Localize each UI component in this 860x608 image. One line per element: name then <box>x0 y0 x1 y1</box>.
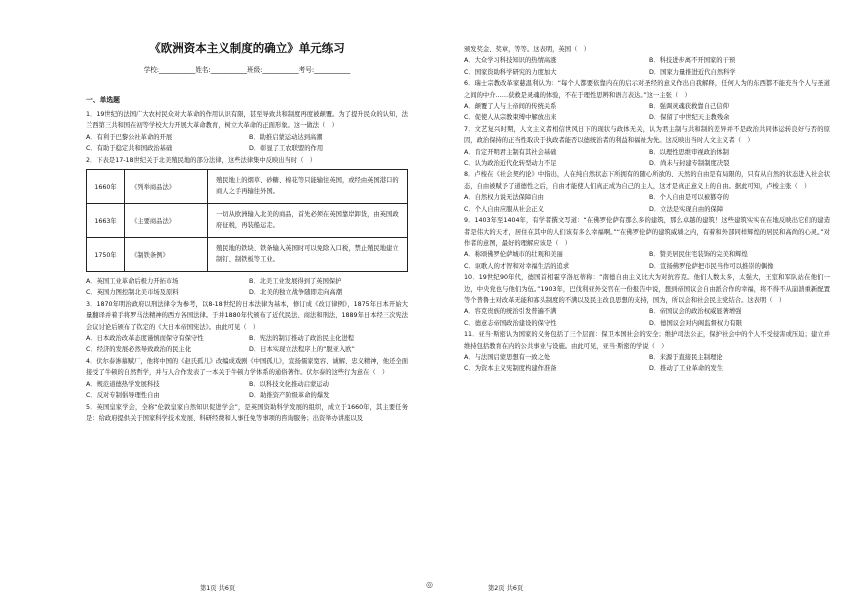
binding-mark-icon: ◎ <box>426 580 433 589</box>
option-c[interactable]: C．国家资助科学研究的力度加大 <box>464 68 557 76</box>
option-d[interactable]: D．立法是实现自由的保障 <box>649 205 724 213</box>
question-options <box>86 276 408 299</box>
question-options <box>464 192 830 215</box>
table-cell-year: 1660年 <box>87 170 125 204</box>
table-cell-content: 殖民地上的烟草、砂糖、棉花等只能输往英国，或经由英国港口的商人之手再输往外国。 <box>208 170 408 204</box>
question-2 <box>86 155 408 299</box>
option-b[interactable]: B．宪法的制订推动了政治民主化进程 <box>249 335 355 343</box>
option-c[interactable]: C．英国力图控制北美市场及原料 <box>86 289 179 297</box>
option-d[interactable]: D．彰显了工农联盟的作用 <box>249 145 324 153</box>
question-11 <box>464 329 830 375</box>
question-5-continued <box>464 44 830 78</box>
option-b[interactable]: B．来源于直接民主制理论 <box>649 353 723 361</box>
question-options <box>86 333 408 356</box>
question-options <box>86 132 408 155</box>
option-d[interactable]: D．德国议会对内阁监督权力有限 <box>649 319 743 327</box>
option-c[interactable]: C．讴歌人的才智和对幸福生活的追求 <box>464 262 570 270</box>
option-a[interactable]: A．日本政治改革态度谨慎而保守有保守性 <box>86 335 204 343</box>
option-c[interactable]: C．有助于稳定共和国政治基础 <box>86 145 173 153</box>
question-stem: 8．卢梭在《社会契约论》中指出，人在纯自然状态下所拥有的随心所欲的、天然的自由是有局限的，只有从自然的状态进入社会状态，自由被赋予了道德性之后，自由才能使人们真正成为自己的主人，这才是真正意义上的自由。据此可知，卢梭主张（ ） <box>464 171 830 190</box>
option-a[interactable]: A．称颂佛罗伦萨城市的壮观和美丽 <box>464 251 563 259</box>
question-stem: 6．瑞士宗教改革家慈温利认为：“每个人都要依靠内在的启示对圣经的意义作出自我解释，任何人为的东西都不能充当个人与圣道之间的中介……获救是灵魂的体验，不在于理性思辨和语言表达。”这一主张（ ） <box>464 80 830 99</box>
question-3 <box>86 299 408 356</box>
question-options <box>464 101 830 124</box>
question-options <box>464 249 830 272</box>
option-d[interactable]: D．北美的独立战争随即走向高潮 <box>249 289 343 297</box>
question-5 <box>86 402 408 425</box>
table-row <box>87 170 408 204</box>
question-1 <box>86 109 408 155</box>
option-a[interactable]: A．有利于巴黎公社革命的开展 <box>86 133 173 141</box>
table-cell-law: 《主要商品法》 <box>125 204 208 238</box>
table-cell-content: 一切从欧洲输入北美的商品，首先必须在英国靠岸卸货，由英国政府征税，再装船运走。 <box>208 204 408 238</box>
table-row <box>87 238 408 272</box>
table-row <box>87 204 408 238</box>
question-options <box>464 306 830 329</box>
option-b[interactable]: B．个人自由是可以被篡夺的 <box>649 194 729 202</box>
option-c[interactable]: C．为资本主义宪制度构建作准备 <box>464 365 557 373</box>
question-stem: 4．伏尔泰渗慕赋厂，他将中国的《赵氏孤儿》改编成戏剧《中国孤儿》，宣扬儒家宽容、诚解、忠义精神，他还全面接受了牛顿的自然哲学，并与人合作发表了一本关于牛顿力学体系的通俗著作。伏尔泰的这些行为意在（ ） <box>86 357 408 377</box>
option-a[interactable]: A．英国工业革命后极力开拓市场 <box>86 278 179 286</box>
student-info-line: 学校:___________姓名:___________班级:___________考号:___________ <box>143 66 351 74</box>
section-title: 一、单选题 <box>86 96 120 104</box>
question-7 <box>464 124 830 170</box>
question-stem: 10．19世纪90年代，德国首相霍亨洛厄蒂称：“南德自由主义比大为对抗容克。他们人数太多，太强大，王室和军队站在他们一边，中央党也与他们为伍。”1903年，巴伐利亚外交官在一份报告中说，想到帝国议会自由派合作的幸福，将不得不从崩溃重新配置等个普鲁士对改革无能和寡头制度的不满以及民主改良思想的支持，国为，所以会和社会民主党结合。这表明（ ） <box>464 274 830 304</box>
option-a[interactable]: A．肯定开明君主制有其社会基础 <box>464 148 557 156</box>
option-c[interactable]: C．促使人从宗教束缚中解放出来 <box>464 114 557 122</box>
question-stem: 1．19世纪的法国广大农村民众对大革命的作用认识有限，甚至导致共和制度再度被颠覆。为了提升民众的认知，法兰西第三共和国在初等学校大力开展大革命教育，树立大革命的正面形象。这一做法（ ） <box>86 111 408 130</box>
option-c[interactable]: C．德意志帝国政治建设的保守性 <box>464 319 557 327</box>
question-options <box>464 352 830 375</box>
option-b[interactable]: B．强调灵魂获救靠自己信仰 <box>649 103 729 111</box>
question-stem: 11．亚当·斯密认为国家的义务包括了三个层面：保卫本国社会的安全；维护司法公正，保护社会中的个人不受侵害或压迫；建立并维持包括教育在内的公共事业与设施。由此可见，亚当·斯密的学说（ ） <box>464 331 830 350</box>
option-d[interactable]: D．推动了工业革命的发生 <box>649 365 724 373</box>
option-d[interactable]: D．保留了中世纪天主教残余 <box>649 114 730 122</box>
question-options <box>86 379 408 402</box>
option-c[interactable]: C．个人自由应服从社会正义 <box>464 205 544 213</box>
question-stem: 3．1870年明治政府以刑法律令为参考，以8-18世纪的日本法律为基本，修订成《改订律例》，1875年日本开始大量翻译并着手将罗马法精神的西方各国法律。于并1880年代颁布了近代民法、商法和刑法，1889年日本经三次宪法会议讨论后颁布了钦定的《大日本帝国宪法》。由此可见（ ） <box>86 300 408 331</box>
question-6 <box>464 78 830 124</box>
law-table <box>86 169 408 272</box>
option-b[interactable]: B．赞美居民住宅装饰的完美和辉煌 <box>649 251 748 259</box>
option-d[interactable]: D．国家力量推进近代自然科学 <box>649 68 736 76</box>
right-page <box>430 0 860 608</box>
option-c[interactable]: C．反对专制倡导理性自由 <box>86 392 160 400</box>
option-b[interactable]: B．帝国议会的政治权威显著增强 <box>649 308 742 316</box>
option-a[interactable]: A．自然权力说无法保障自由 <box>464 194 544 202</box>
option-a[interactable]: A．容克贵族的统治引发普遍不满 <box>464 308 557 316</box>
table-cell-content: 殖民地的铁块、铁条输入英国时可以免除入口税，禁止殖民地建立制钉、制铁板等工业。 <box>208 238 408 272</box>
option-d[interactable]: D．尚未与封建专制制度决裂 <box>649 160 730 168</box>
table-cell-law: 《制铁条例》 <box>125 238 208 272</box>
page-number-right: 第2页 共6页 <box>488 585 524 592</box>
option-b[interactable]: B．科技进步离不开国家的干预 <box>649 57 736 65</box>
option-c[interactable]: C．认为政治近代化转型动力不足 <box>464 160 557 168</box>
option-a[interactable]: A．大众学习科技知识的热情高涨 <box>464 57 557 65</box>
table-cell-year: 1663年 <box>87 204 125 238</box>
question-stem: 5．英国皇家学会，全称“伦敦皇家自然知识促进学会”，是英国资助科学发展的组织，成立于1660年，其主要任务是：给政府提供关于国家科学技术发展、科研经费和人事任免等事项的咨询服务；出资举办讲座以及 <box>86 403 408 422</box>
question-stem: 颁发奖金、奖章，等等。这表明，英国（ ） <box>464 46 590 53</box>
option-c[interactable]: C．经济的发展必然导致政治的民主化 <box>86 346 192 354</box>
document-title: 《欧洲资本主义制度的确立》单元练习 <box>149 41 345 55</box>
option-b[interactable]: B．以科技文化推动启蒙运动 <box>249 380 329 388</box>
table-cell-law: 《列举商品法》 <box>125 170 208 204</box>
option-a[interactable]: A．颠覆了人与上帝间的传统关系 <box>464 103 557 111</box>
question-options <box>464 55 830 78</box>
question-stem: 7．文艺复兴时期，人文主义者相信世风日下的现状与政体无关，认为君主制与共和制的差异并不是政治共同体运转良好与否的原因，政治保持的正当性取决于执政者能否以德统治者的利益和福祉为先。这反映出当时人文主义者（ ） <box>464 125 830 145</box>
option-a[interactable]: A．与法国启蒙思想有一致之处 <box>464 353 551 361</box>
question-10 <box>464 272 830 329</box>
option-b[interactable]: B．以理性思维审视政治体制 <box>649 148 729 156</box>
question-4 <box>86 356 408 402</box>
option-d[interactable]: D．助推资产阶级革命的爆发 <box>249 392 330 400</box>
option-b[interactable]: B．北美工业发展得到了英国保护 <box>249 278 342 286</box>
option-b[interactable]: B．助推启蒙运动达到高潮 <box>249 133 323 141</box>
option-a[interactable]: A．规范道德热学发展科技 <box>86 380 160 388</box>
page-number-left: 第1页 共6页 <box>200 585 236 592</box>
question-options <box>464 147 830 170</box>
question-9 <box>464 215 830 272</box>
question-stem: 2．下表是17-18世纪关于北美殖民地的部分法律，这些法律集中反映出当时（ ） <box>86 156 317 164</box>
option-d[interactable]: D．日本实现立法程序上的“脱亚入欧” <box>249 346 355 354</box>
question-8 <box>464 169 830 215</box>
table-cell-year: 1750年 <box>87 238 125 272</box>
option-d[interactable]: D．宣扬佛罗伦萨把市民当作可以推崇的偶像 <box>649 262 774 270</box>
question-stem: 9．1403年至1404年，有学者撰文写道：“在佛罗伦萨有那么多的建筑，那么卓越的建筑！这些建筑实实在在地反映出它们的建造者是伟大的天才，居住在其中的人们该有多么幸福啊。”“在佛罗伦萨的建筑威墙之内，有着和外部同样辉煌的居民和高尚的心灵。”对作者的意图，最好的理解应该是（ ） <box>464 217 830 247</box>
